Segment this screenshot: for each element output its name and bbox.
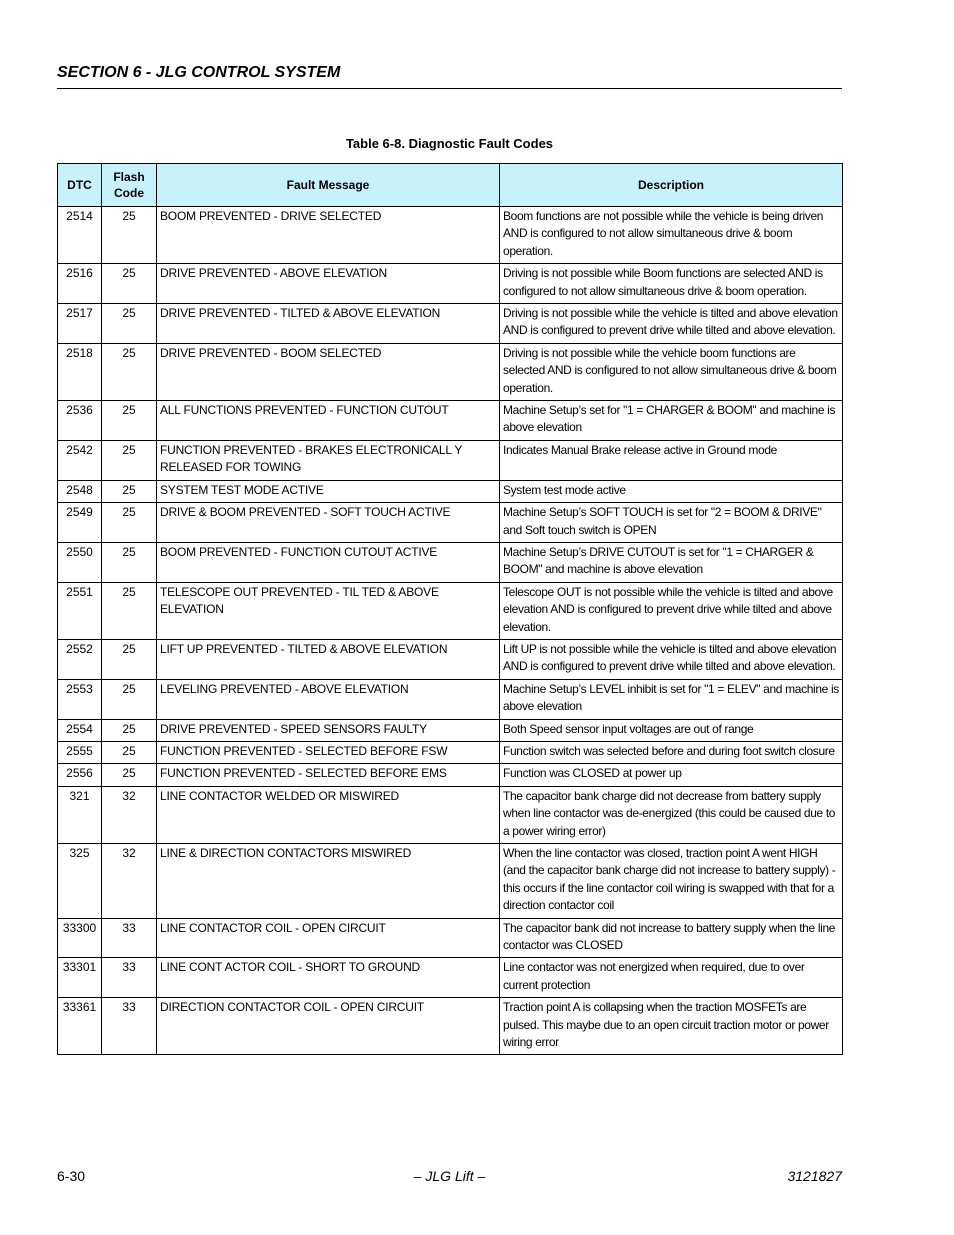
fault-message-cell: DIRECTION CONTACTOR COIL - OPEN CIRCUIT: [157, 998, 500, 1055]
table-row: [58, 207, 843, 264]
table-row: [58, 440, 843, 480]
fault-message-cell: LINE CONTACTOR COIL - OPEN CIRCUIT: [157, 918, 500, 958]
table-row: [58, 542, 843, 582]
description-cell: Lift UP is not possible while the vehicle is tilted and above elevation AND is configured to prevent drive while tilted and above elevation.: [500, 639, 843, 679]
description-cell: Indicates Manual Brake release active in Ground mode: [500, 440, 843, 480]
flash-code-cell: 33: [102, 918, 157, 958]
table-row: [58, 679, 843, 719]
table-row: [58, 480, 843, 502]
column-header-fault-message: Fault Message: [157, 164, 500, 207]
dtc-cell: 33361: [58, 998, 102, 1055]
fault-message-cell: DRIVE PREVENTED - BOOM SELECTED: [157, 343, 500, 400]
dtc-cell: 2542: [58, 440, 102, 480]
fault-message-cell: ALL FUNCTIONS PREVENTED - FUNCTION CUTOUT: [157, 401, 500, 441]
flash-code-cell: 25: [102, 440, 157, 480]
dtc-cell: 2548: [58, 480, 102, 502]
fault-message-cell: LINE CONT ACTOR COIL - SHORT TO GROUND: [157, 958, 500, 998]
table-header-row: [58, 164, 843, 207]
description-cell: Driving is not possible while the vehicle is tilted and above elevation AND is configured to prevent drive while tilted and above elevation.: [500, 304, 843, 344]
fault-message-cell: FUNCTION PREVENTED - BRAKES ELECTRONICALL Y RELEASED FOR TOWING: [157, 440, 500, 480]
flash-code-cell: 25: [102, 304, 157, 344]
description-cell: Both Speed sensor input voltages are out of range: [500, 719, 843, 741]
flash-header-line1: Flash: [113, 170, 145, 184]
fault-message-cell: BOOM PREVENTED - FUNCTION CUTOUT ACTIVE: [157, 542, 500, 582]
description-cell: Driving is not possible while the vehicle boom functions are selected AND is configured to not allow simultaneous drive & boom operation.: [500, 343, 843, 400]
dtc-cell: 2549: [58, 503, 102, 543]
fault-message-cell: TELESCOPE OUT PREVENTED - TIL TED & ABOVE ELEVATION: [157, 582, 500, 639]
flash-code-cell: 25: [102, 582, 157, 639]
dtc-cell: 2516: [58, 264, 102, 304]
dtc-cell: 2536: [58, 401, 102, 441]
flash-code-cell: 33: [102, 998, 157, 1055]
fault-message-cell: LINE CONTACTOR WELDED OR MISWIRED: [157, 786, 500, 843]
fault-message-cell: DRIVE PREVENTED - TILTED & ABOVE ELEVATION: [157, 304, 500, 344]
table-row: [58, 343, 843, 400]
fault-message-cell: LEVELING PREVENTED - ABOVE ELEVATION: [157, 679, 500, 719]
flash-code-cell: 32: [102, 844, 157, 919]
column-header-description: Description: [500, 164, 843, 207]
dtc-cell: 2552: [58, 639, 102, 679]
fault-message-cell: LINE & DIRECTION CONTACTORS MISWIRED: [157, 844, 500, 919]
description-cell: System test mode active: [500, 480, 843, 502]
table-row: [58, 401, 843, 441]
table-row: [58, 264, 843, 304]
flash-code-cell: 32: [102, 786, 157, 843]
description-cell: The capacitor bank did not increase to battery supply when the line contactor was CLOSED: [500, 918, 843, 958]
dtc-cell: 33300: [58, 918, 102, 958]
flash-code-cell: 25: [102, 542, 157, 582]
description-cell: When the line contactor was closed, traction point A went HIGH (and the capacitor bank charge did not increase to battery supply) - this occurs if the line contactor coil wiring is swapped with that for a direction contactor coil: [500, 844, 843, 919]
flash-code-cell: 25: [102, 343, 157, 400]
dtc-cell: 2555: [58, 741, 102, 763]
table-title: Table 6-8. Diagnostic Fault Codes: [345, 136, 554, 151]
fault-message-cell: DRIVE & BOOM PREVENTED - SOFT TOUCH ACTIVE: [157, 503, 500, 543]
fault-message-cell: BOOM PREVENTED - DRIVE SELECTED: [157, 207, 500, 264]
flash-code-cell: 25: [102, 764, 157, 786]
flash-code-cell: 25: [102, 719, 157, 741]
fault-message-cell: LIFT UP PREVENTED - TILTED & ABOVE ELEVATION: [157, 639, 500, 679]
dtc-cell: 33301: [58, 958, 102, 998]
column-header-dtc: DTC: [58, 164, 102, 207]
description-cell: Line contactor was not energized when required, due to over current protection: [500, 958, 843, 998]
table-body: [58, 207, 843, 1055]
description-cell: Traction point A is collapsing when the traction MOSFETs are pulsed. This maybe due to an open circuit traction motor or power wiring error: [500, 998, 843, 1055]
dtc-cell: 2553: [58, 679, 102, 719]
description-cell: Function was CLOSED at power up: [500, 764, 843, 786]
description-cell: Boom functions are not possible while the vehicle is being driven AND is configured to not allow simultaneous drive & boom operation.: [500, 207, 843, 264]
description-cell: Machine Setup’s SOFT TOUCH is set for "2 = BOOM & DRIVE" and Soft touch switch is OPEN: [500, 503, 843, 543]
dtc-cell: 2518: [58, 343, 102, 400]
flash-code-cell: 25: [102, 401, 157, 441]
dtc-cell: 2551: [58, 582, 102, 639]
flash-code-cell: 33: [102, 958, 157, 998]
table-row: [58, 764, 843, 786]
section-title: SECTION 6 - JLG CONTROL SYSTEM: [57, 64, 842, 89]
description-cell: Driving is not possible while Boom functions are selected AND is configured to not allow simultaneous drive & boom operation.: [500, 264, 843, 304]
table-row: [58, 844, 843, 919]
description-cell: Machine Setup’s LEVEL inhibit is set for "1 = ELEV" and machine is above elevation: [500, 679, 843, 719]
page-number: 6-30: [57, 1168, 86, 1184]
table-row: [58, 918, 843, 958]
flash-code-cell: 25: [102, 503, 157, 543]
table-row: [58, 719, 843, 741]
flash-code-cell: 25: [102, 264, 157, 304]
table-row: [58, 639, 843, 679]
description-cell: Telescope OUT is not possible while the vehicle is tilted and above elevation AND is configured to prevent drive while tilted and above elevation.: [500, 582, 843, 639]
flash-code-cell: 25: [102, 679, 157, 719]
document-number: 3121827: [787, 1168, 842, 1184]
footer-brand: – JLG Lift –: [413, 1168, 486, 1184]
description-cell: Machine Setup’s set for "1 = CHARGER & BOOM" and machine is above elevation: [500, 401, 843, 441]
description-cell: Machine Setup’s DRIVE CUTOUT is set for "1 = CHARGER & BOOM" and machine is above elevation: [500, 542, 843, 582]
table-row: [58, 741, 843, 763]
description-cell: The capacitor bank charge did not decrease from battery supply when line contactor was de-energized (this could be caused due to a power wiring error): [500, 786, 843, 843]
description-cell: Function switch was selected before and during foot switch closure: [500, 741, 843, 763]
flash-code-cell: 25: [102, 480, 157, 502]
table-row: [58, 582, 843, 639]
flash-header-line2: Code: [114, 186, 144, 200]
dtc-cell: 2554: [58, 719, 102, 741]
fault-message-cell: DRIVE PREVENTED - SPEED SENSORS FAULTY: [157, 719, 500, 741]
table-row: [58, 503, 843, 543]
dtc-cell: 321: [58, 786, 102, 843]
dtc-cell: 325: [58, 844, 102, 919]
table-row: [58, 958, 843, 998]
table-row: [58, 786, 843, 843]
table-row: [58, 304, 843, 344]
table-row: [58, 998, 843, 1055]
fault-message-cell: SYSTEM TEST MODE ACTIVE: [157, 480, 500, 502]
fault-message-cell: DRIVE PREVENTED - ABOVE ELEVATION: [157, 264, 500, 304]
flash-code-cell: 25: [102, 741, 157, 763]
fault-message-cell: FUNCTION PREVENTED - SELECTED BEFORE FSW: [157, 741, 500, 763]
dtc-cell: 2556: [58, 764, 102, 786]
dtc-cell: 2514: [58, 207, 102, 264]
dtc-cell: 2517: [58, 304, 102, 344]
fault-codes-table: [57, 163, 843, 1055]
fault-message-cell: FUNCTION PREVENTED - SELECTED BEFORE EMS: [157, 764, 500, 786]
flash-code-cell: 25: [102, 207, 157, 264]
dtc-cell: 2550: [58, 542, 102, 582]
flash-code-cell: 25: [102, 639, 157, 679]
column-header-flash-code: [102, 164, 157, 207]
